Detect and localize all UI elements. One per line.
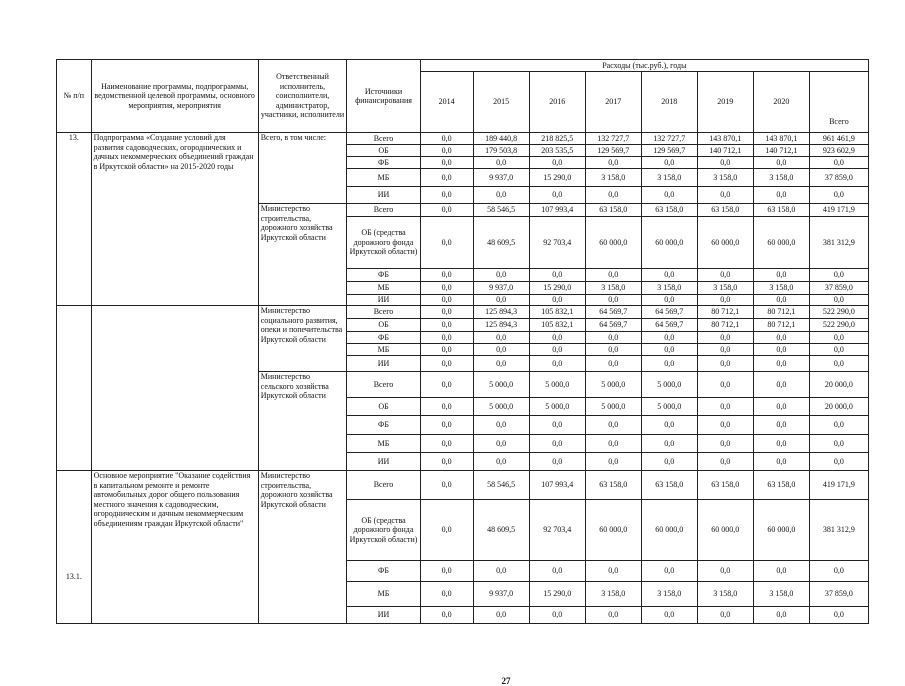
year-value: 0,0 — [697, 269, 753, 282]
total-value: 0,0 — [809, 295, 868, 306]
year-value: 0,0 — [420, 332, 473, 344]
year-value: 3 158,0 — [753, 582, 809, 607]
page-number: 27 — [501, 676, 511, 686]
table-header — [57, 60, 869, 133]
document-page — [56, 59, 869, 686]
year-value: 0,0 — [420, 607, 473, 624]
total-value: 0,0 — [809, 157, 868, 169]
year-value: 0,0 — [420, 306, 473, 319]
year-value: 0,0 — [641, 607, 697, 624]
year-value: 143 870,1 — [753, 133, 809, 145]
year-value: 0,0 — [529, 356, 585, 372]
year-value: 0,0 — [420, 204, 473, 217]
year-value: 0,0 — [753, 372, 809, 398]
year-value: 0,0 — [420, 372, 473, 398]
total-value: 37 859,0 — [809, 582, 868, 607]
funding-source: ОБ (средства дорожного фонда Иркутской области) — [347, 500, 420, 561]
program-name: Подпрограмма «Создание условий для развития садоводческих, огороднических и дачных некоммерческих объединений граждан в Иркутской области» на 2015-2020 годы — [91, 133, 258, 306]
year-value: 92 703,4 — [529, 217, 585, 269]
year-value: 80 712,1 — [753, 319, 809, 332]
year-value: 0,0 — [697, 157, 753, 169]
funding-source: ИИ — [347, 607, 420, 624]
year-value: 218 825,5 — [529, 133, 585, 145]
year-value: 0,0 — [697, 453, 753, 471]
year-value: 0,0 — [697, 187, 753, 204]
year-value: 0,0 — [473, 453, 529, 471]
total-value: 381 312,9 — [809, 217, 868, 269]
year-value: 63 158,0 — [641, 204, 697, 217]
year-value: 0,0 — [697, 398, 753, 416]
total-value: 0,0 — [809, 561, 868, 582]
year-value: 0,0 — [753, 269, 809, 282]
year-value: 129 569,7 — [641, 145, 697, 157]
header-year: 2017 — [585, 72, 641, 133]
funding-source: МБ — [347, 169, 420, 187]
year-value: 48 609,5 — [473, 500, 529, 561]
year-value: 3 158,0 — [585, 582, 641, 607]
funding-source: ИИ — [347, 187, 420, 204]
year-value: 0,0 — [697, 356, 753, 372]
year-value: 0,0 — [529, 295, 585, 306]
year-value: 9 937,0 — [473, 282, 529, 295]
year-value: 60 000,0 — [697, 500, 753, 561]
year-value: 63 158,0 — [753, 204, 809, 217]
year-value: 0,0 — [697, 295, 753, 306]
year-value: 0,0 — [420, 471, 473, 500]
funding-source: ИИ — [347, 356, 420, 372]
year-value: 132 727,7 — [585, 133, 641, 145]
year-value: 0,0 — [529, 435, 585, 453]
funding-source: МБ — [347, 344, 420, 356]
year-value: 0,0 — [473, 295, 529, 306]
year-value: 0,0 — [753, 453, 809, 471]
year-value: 0,0 — [529, 416, 585, 435]
year-value: 0,0 — [753, 561, 809, 582]
year-value: 0,0 — [473, 187, 529, 204]
funding-source: Всего — [347, 204, 420, 217]
total-value: 0,0 — [809, 187, 868, 204]
funding-source: ИИ — [347, 453, 420, 471]
year-value: 0,0 — [753, 607, 809, 624]
year-value: 0,0 — [420, 435, 473, 453]
year-value: 203 535,5 — [529, 145, 585, 157]
funding-source: ОБ — [347, 145, 420, 157]
year-value: 0,0 — [420, 500, 473, 561]
header-no: № п/п — [57, 60, 92, 133]
year-value: 105 832,1 — [529, 319, 585, 332]
year-value: 5 000,0 — [585, 372, 641, 398]
year-value: 60 000,0 — [641, 217, 697, 269]
responsible-executor: Министерство строительства, дорожного хозяйства Иркутской области — [258, 204, 347, 306]
year-value: 125 894,3 — [473, 306, 529, 319]
year-value: 0,0 — [420, 398, 473, 416]
item-number: 13. — [57, 133, 92, 306]
year-value: 64 569,7 — [585, 306, 641, 319]
year-value: 63 158,0 — [697, 471, 753, 500]
year-value: 107 993,4 — [529, 204, 585, 217]
total-value: 37 859,0 — [809, 282, 868, 295]
year-value: 0,0 — [473, 356, 529, 372]
table-body — [57, 133, 869, 624]
year-value: 3 158,0 — [697, 282, 753, 295]
year-value: 0,0 — [420, 356, 473, 372]
year-value: 60 000,0 — [585, 217, 641, 269]
year-value: 58 546,5 — [473, 471, 529, 500]
year-value: 0,0 — [420, 217, 473, 269]
total-value: 0,0 — [809, 269, 868, 282]
year-value: 0,0 — [585, 435, 641, 453]
funding-source: Всего — [347, 133, 420, 145]
year-value: 0,0 — [641, 295, 697, 306]
year-value: 5 000,0 — [529, 398, 585, 416]
year-value: 63 158,0 — [753, 471, 809, 500]
year-value: 0,0 — [697, 607, 753, 624]
year-value: 15 290,0 — [529, 282, 585, 295]
responsible-executor: Министерство строительства, дорожного хозяйства Иркутской области — [258, 471, 347, 624]
year-value: 0,0 — [529, 561, 585, 582]
year-value: 0,0 — [585, 269, 641, 282]
year-value: 0,0 — [585, 344, 641, 356]
year-value: 92 703,4 — [529, 500, 585, 561]
year-value: 125 894,3 — [473, 319, 529, 332]
year-value: 132 727,7 — [641, 133, 697, 145]
year-value: 0,0 — [473, 435, 529, 453]
year-value: 0,0 — [585, 607, 641, 624]
year-value: 189 440,8 — [473, 133, 529, 145]
year-value: 58 546,5 — [473, 204, 529, 217]
responsible-executor: Всего, в том числе: — [258, 133, 347, 204]
year-value: 0,0 — [753, 187, 809, 204]
year-value: 0,0 — [585, 157, 641, 169]
funding-source: ОБ — [347, 319, 420, 332]
year-value: 63 158,0 — [585, 204, 641, 217]
funding-source: ОБ — [347, 398, 420, 416]
program-name: Основное мероприятие "Оказание содействия в капитальном ремонте и ремонте автомобильных дорог общего пользования местного значения к садоводческим, огородническим и дачным некоммерческим объединениям граждан Иркутской области" — [91, 471, 258, 624]
year-value: 0,0 — [529, 187, 585, 204]
year-value: 0,0 — [529, 344, 585, 356]
year-value: 3 158,0 — [753, 282, 809, 295]
year-value: 80 712,1 — [697, 306, 753, 319]
year-value: 0,0 — [753, 295, 809, 306]
total-value: 0,0 — [809, 607, 868, 624]
year-value: 0,0 — [529, 332, 585, 344]
total-value: 0,0 — [809, 344, 868, 356]
year-value: 5 000,0 — [641, 372, 697, 398]
year-value: 0,0 — [697, 372, 753, 398]
year-value: 3 158,0 — [585, 169, 641, 187]
year-value: 80 712,1 — [697, 319, 753, 332]
year-value: 0,0 — [753, 332, 809, 344]
year-value: 0,0 — [420, 295, 473, 306]
year-value: 3 158,0 — [697, 582, 753, 607]
year-value: 0,0 — [641, 332, 697, 344]
year-value: 63 158,0 — [585, 471, 641, 500]
year-value: 107 993,4 — [529, 471, 585, 500]
total-value: 0,0 — [809, 332, 868, 344]
year-value: 143 870,1 — [697, 133, 753, 145]
year-value: 0,0 — [473, 416, 529, 435]
year-value: 0,0 — [753, 344, 809, 356]
year-value: 0,0 — [420, 157, 473, 169]
year-value: 3 158,0 — [641, 169, 697, 187]
year-value: 0,0 — [473, 269, 529, 282]
year-value: 63 158,0 — [641, 471, 697, 500]
funding-source: Всего — [347, 471, 420, 500]
year-value: 0,0 — [641, 561, 697, 582]
responsible-executor: Министерство социального развития, опеки и попечительства Иркутской области — [258, 306, 347, 372]
header-year: 2015 — [473, 72, 529, 133]
total-value: 0,0 — [809, 416, 868, 435]
year-value: 0,0 — [420, 145, 473, 157]
year-value: 0,0 — [697, 332, 753, 344]
total-value: 37 859,0 — [809, 169, 868, 187]
funding-source: МБ — [347, 582, 420, 607]
year-value: 0,0 — [473, 332, 529, 344]
total-value: 522 290,0 — [809, 306, 868, 319]
year-value: 0,0 — [641, 453, 697, 471]
year-value: 0,0 — [420, 282, 473, 295]
year-value: 0,0 — [529, 269, 585, 282]
year-value: 60 000,0 — [585, 500, 641, 561]
total-value: 0,0 — [809, 453, 868, 471]
funding-source: ФБ — [347, 416, 420, 435]
year-value: 0,0 — [585, 416, 641, 435]
year-value: 0,0 — [420, 269, 473, 282]
year-value: 15 290,0 — [529, 169, 585, 187]
year-value: 64 569,7 — [585, 319, 641, 332]
total-value: 923 602,9 — [809, 145, 868, 157]
expenses-table — [56, 59, 869, 624]
header-year: 2020 — [753, 72, 809, 133]
funding-source: ФБ — [347, 269, 420, 282]
year-value: 80 712,1 — [753, 306, 809, 319]
year-value: 140 712,1 — [753, 145, 809, 157]
year-value: 3 158,0 — [641, 582, 697, 607]
year-value: 0,0 — [529, 453, 585, 471]
year-value: 179 503,8 — [473, 145, 529, 157]
funding-source: Всего — [347, 372, 420, 398]
table-row — [57, 306, 869, 319]
funding-source: ФБ — [347, 561, 420, 582]
year-value: 0,0 — [420, 453, 473, 471]
header-responsible: Ответственный исполнитель, соисполнители, администратор, участники, исполнители — [258, 60, 347, 133]
item-number: 13.1. — [57, 471, 92, 624]
year-value: 0,0 — [697, 344, 753, 356]
year-value: 3 158,0 — [585, 282, 641, 295]
total-value: 381 312,9 — [809, 500, 868, 561]
year-value: 5 000,0 — [585, 398, 641, 416]
header-name: Наименование программы, подпрограммы, ведомственной целевой программы, основного мероприятия, мероприятия — [91, 60, 258, 133]
header-year: 2014 — [420, 72, 473, 133]
year-value: 129 569,7 — [585, 145, 641, 157]
funding-source: ОБ (средства дорожного фонда Иркутской области) — [347, 217, 420, 269]
year-value: 60 000,0 — [753, 500, 809, 561]
year-value: 0,0 — [697, 435, 753, 453]
total-value: 0,0 — [809, 356, 868, 372]
year-value: 0,0 — [585, 332, 641, 344]
table-row — [57, 471, 869, 500]
total-value: 419 171,9 — [809, 471, 868, 500]
responsible-executor: Министерство сельского хозяйства Иркутской области — [258, 372, 347, 471]
year-value: 0,0 — [585, 295, 641, 306]
year-value: 0,0 — [641, 416, 697, 435]
year-value: 0,0 — [585, 356, 641, 372]
total-value: 20 000,0 — [809, 372, 868, 398]
header-year: 2018 — [641, 72, 697, 133]
year-value: 0,0 — [585, 453, 641, 471]
total-value: 0,0 — [809, 435, 868, 453]
year-value: 0,0 — [641, 356, 697, 372]
year-value: 0,0 — [697, 561, 753, 582]
year-value: 0,0 — [753, 157, 809, 169]
total-value: 961 461,9 — [809, 133, 868, 145]
year-value: 140 712,1 — [697, 145, 753, 157]
year-value: 0,0 — [641, 344, 697, 356]
year-value: 0,0 — [420, 416, 473, 435]
funding-source: Всего — [347, 306, 420, 319]
year-value: 5 000,0 — [473, 398, 529, 416]
year-value: 105 832,1 — [529, 306, 585, 319]
year-value: 0,0 — [420, 187, 473, 204]
funding-source: МБ — [347, 282, 420, 295]
year-value: 60 000,0 — [641, 500, 697, 561]
year-value: 0,0 — [585, 187, 641, 204]
year-value: 0,0 — [473, 157, 529, 169]
year-value: 0,0 — [473, 344, 529, 356]
year-value: 48 609,5 — [473, 217, 529, 269]
year-value: 0,0 — [529, 157, 585, 169]
year-value: 15 290,0 — [529, 582, 585, 607]
funding-source: ИИ — [347, 295, 420, 306]
year-value: 60 000,0 — [753, 217, 809, 269]
total-value: 522 290,0 — [809, 319, 868, 332]
year-value: 9 937,0 — [473, 169, 529, 187]
header-year: 2016 — [529, 72, 585, 133]
year-value: 0,0 — [753, 398, 809, 416]
year-value: 0,0 — [420, 133, 473, 145]
year-value: 64 569,7 — [641, 319, 697, 332]
year-value: 0,0 — [753, 416, 809, 435]
year-value: 0,0 — [641, 269, 697, 282]
year-value: 0,0 — [697, 416, 753, 435]
year-value: 60 000,0 — [697, 217, 753, 269]
year-value: 0,0 — [641, 435, 697, 453]
year-value: 9 937,0 — [473, 582, 529, 607]
year-value: 0,0 — [473, 607, 529, 624]
year-value: 5 000,0 — [473, 372, 529, 398]
year-value: 0,0 — [753, 356, 809, 372]
year-value: 0,0 — [420, 582, 473, 607]
year-value: 0,0 — [529, 607, 585, 624]
header-source: Источники финансирования — [347, 60, 420, 133]
funding-source: ФБ — [347, 332, 420, 344]
total-value: 419 171,9 — [809, 204, 868, 217]
year-value: 0,0 — [420, 344, 473, 356]
year-value: 5 000,0 — [529, 372, 585, 398]
year-value: 0,0 — [641, 187, 697, 204]
year-value: 0,0 — [420, 561, 473, 582]
year-value: 0,0 — [473, 561, 529, 582]
year-value: 3 158,0 — [641, 282, 697, 295]
program-name — [91, 306, 258, 471]
year-value: 64 569,7 — [641, 306, 697, 319]
header-total: Всего — [809, 72, 868, 133]
funding-source: МБ — [347, 435, 420, 453]
year-value: 0,0 — [585, 561, 641, 582]
header-expenses: Расходы (тыс.руб.), годы — [420, 60, 868, 72]
year-value: 63 158,0 — [697, 204, 753, 217]
total-value: 20 000,0 — [809, 398, 868, 416]
item-number — [57, 306, 92, 471]
year-value: 0,0 — [420, 169, 473, 187]
year-value: 3 158,0 — [697, 169, 753, 187]
year-value: 3 158,0 — [753, 169, 809, 187]
table-row — [57, 133, 869, 145]
year-value: 0,0 — [420, 319, 473, 332]
year-value: 0,0 — [641, 157, 697, 169]
year-value: 0,0 — [753, 435, 809, 453]
funding-source: ФБ — [347, 157, 420, 169]
year-value: 5 000,0 — [641, 398, 697, 416]
header-year: 2019 — [697, 72, 753, 133]
